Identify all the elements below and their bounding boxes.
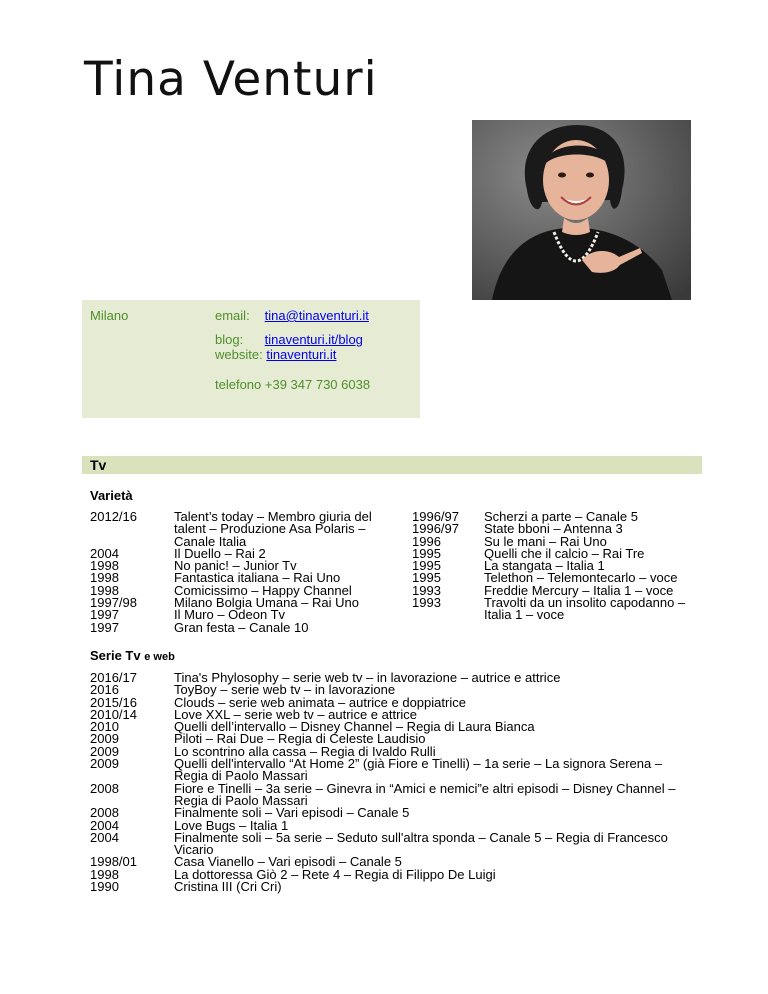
entry-line: Canale Italia (174, 533, 247, 549)
entry-line: talent – Produzione Asa Polaris – (174, 521, 366, 537)
entry-line: Comicissimo – Happy Channel (174, 582, 352, 598)
serie-heading-suffix: e web (144, 651, 175, 663)
entry-year: 1996 (412, 533, 441, 549)
entry-year: 1995 (412, 570, 441, 586)
entry-year: 2004 (90, 817, 119, 833)
entry-line: No panic! – Junior Tv (174, 558, 297, 574)
city: Milano (90, 308, 129, 323)
serie-heading (90, 648, 175, 663)
phone-row: telefono +39 347 730 6038 (215, 377, 371, 392)
entry-line: Fantastica italiana – Rai Uno (174, 570, 341, 586)
entry-line: Lo scontrino alla cassa – Regia di Ivaldo Rulli (174, 743, 436, 759)
entry-line: Il Muro – Odeon Tv (174, 607, 286, 623)
email-label: email: (215, 308, 250, 323)
entry-line: Milano Bolgia Umana – Rai Uno (174, 595, 359, 611)
section-tv-header (82, 456, 702, 474)
entry-line: Travolti da un insolito capodanno – (484, 595, 686, 611)
entry-year: 1998/01 (90, 854, 137, 870)
list-item (412, 597, 702, 622)
entry-line: Finalmente soli – Vari episodi – Canale 5 (174, 805, 410, 821)
website-label: website: (215, 347, 263, 362)
entry-line: Scherzi a parte – Canale 5 (484, 509, 638, 524)
entry-text (174, 881, 690, 893)
list-item (90, 829, 690, 858)
entry-year: 1998 (90, 582, 119, 598)
entry-line: Telethon – Telemontecarlo – voce (484, 570, 678, 586)
entry-line: Freddie Mercury – Italia 1 – voce (484, 582, 674, 598)
entry-text (174, 758, 690, 783)
serie-list (90, 672, 690, 893)
entry-line: State bboni – Antenna 3 (484, 521, 623, 537)
list-item (90, 619, 390, 635)
entry-line: Love Bugs – Italia 1 (174, 817, 289, 833)
entry-year: 1996/97 (412, 521, 459, 537)
entry-line: ToyBoy – serie web tv – in lavorazione (174, 682, 396, 698)
contact-box (82, 300, 420, 418)
entry-line: Piloti – Rai Due – Regia di Celeste Laudisio (174, 731, 426, 747)
section-tv-title: Tv (90, 457, 107, 473)
entry-year: 1998 (90, 866, 119, 882)
list-item (90, 758, 690, 783)
blog-row (215, 332, 363, 347)
entry-line: Casa Vianello – Vari episodi – Canale 5 (174, 854, 402, 870)
entry-line: Regia di Paolo Massari (174, 792, 308, 808)
entry-year: 1997 (90, 619, 119, 635)
entry-line: Clouds – serie web animata – autrice e doppiatrice (174, 694, 466, 710)
entry-line: Tina's Phylosophy – serie web tv – in lavorazione – autrice e attrice (174, 670, 561, 685)
entry-year: 1995 (412, 545, 441, 561)
entry-year: 1998 (90, 570, 119, 586)
entry-year: 2010/14 (90, 706, 137, 722)
entry-year: 2009 (90, 756, 119, 772)
list-item (90, 780, 690, 808)
blog-label: blog: (215, 332, 244, 347)
list-item (90, 511, 390, 548)
entry-text (484, 597, 702, 622)
varieta-heading: Varietà (90, 488, 133, 503)
entry-year: 1990 (90, 879, 119, 895)
entry-year: 2004 (90, 829, 119, 845)
entry-line: Cristina III (Cri Cri) (174, 879, 282, 895)
entry-year: 2004 (90, 545, 119, 561)
entry-year: 2009 (90, 731, 119, 747)
entry-line: Quelli dell’intervallo – Disney Channel – Regia di Laura Bianca (174, 719, 535, 735)
email-link[interactable]: tina@tinaventuri.it (264, 308, 369, 323)
entry-line: Love XXL – serie web tv – autrice e attrice (174, 706, 418, 722)
entry-year: 1998 (90, 558, 119, 574)
entry-text (174, 619, 390, 635)
email-row (215, 308, 369, 323)
blog-link[interactable]: tinaventuri.it/blog (264, 332, 363, 347)
entry-line: La dottoressa Giò 2 – Rete 4 – Regia di Filippo De Luigi (174, 866, 496, 882)
entry-year: 1993 (412, 595, 441, 611)
entry-year: 2015/16 (90, 694, 137, 710)
list-item (90, 881, 690, 893)
entry-text (174, 511, 390, 548)
entry-year: 2009 (90, 743, 119, 759)
entry-year: 1997/98 (90, 595, 137, 611)
entry-year: 2016/17 (90, 670, 137, 685)
entry-line: Il Duello – Rai 2 (174, 545, 266, 561)
entry-year: 2012/16 (90, 509, 137, 524)
entry-year: 1997 (90, 607, 119, 623)
entry-year: 2008 (90, 780, 119, 796)
entry-line: Gran festa – Canale 10 (174, 619, 309, 635)
entry-text (174, 829, 690, 858)
entry-line: Quelli dell'intervallo “At Home 2” (già Fiore e Tinelli) – 1a serie – La signora Serena – (174, 756, 663, 772)
entry-line: Italia 1 – voce (484, 607, 565, 623)
entry-line: La stangata – Italia 1 (484, 558, 605, 574)
entry-line: Talent’s today – Membro giuria del (174, 509, 372, 524)
entry-year: 1996/97 (412, 509, 459, 524)
varieta-left-list (90, 511, 390, 634)
varieta-right-list (412, 511, 702, 622)
entry-year: 1993 (412, 582, 441, 598)
entry-year: 2008 (90, 805, 119, 821)
entry-year: 1995 (412, 558, 441, 574)
entry-line: Su le mani – Rai Uno (484, 533, 607, 549)
entry-line: Finalmente soli – 5a serie – Seduto sull'altra sponda – Canale 5 – Regia di Francesco (174, 829, 668, 845)
entry-text (174, 780, 690, 808)
entry-year: 2010 (90, 719, 119, 735)
entry-year: 2016 (90, 682, 119, 698)
entry-line: Regia di Paolo Massari (174, 768, 308, 784)
website-row (215, 347, 336, 362)
entry-line: Vicario (174, 842, 214, 858)
profile-photo (472, 120, 691, 300)
serie-heading-title: Serie Tv (90, 648, 141, 663)
person-name: Tina Venturi (84, 52, 378, 107)
entry-line: Fiore e Tinelli – 3a serie – Ginevra in “Amici e nemici”e altri episodi – Disney Channel – (174, 780, 676, 796)
website-link[interactable]: tinaventuri.it (266, 347, 337, 362)
entry-line: Quelli che il calcio – Rai Tre (484, 545, 645, 561)
